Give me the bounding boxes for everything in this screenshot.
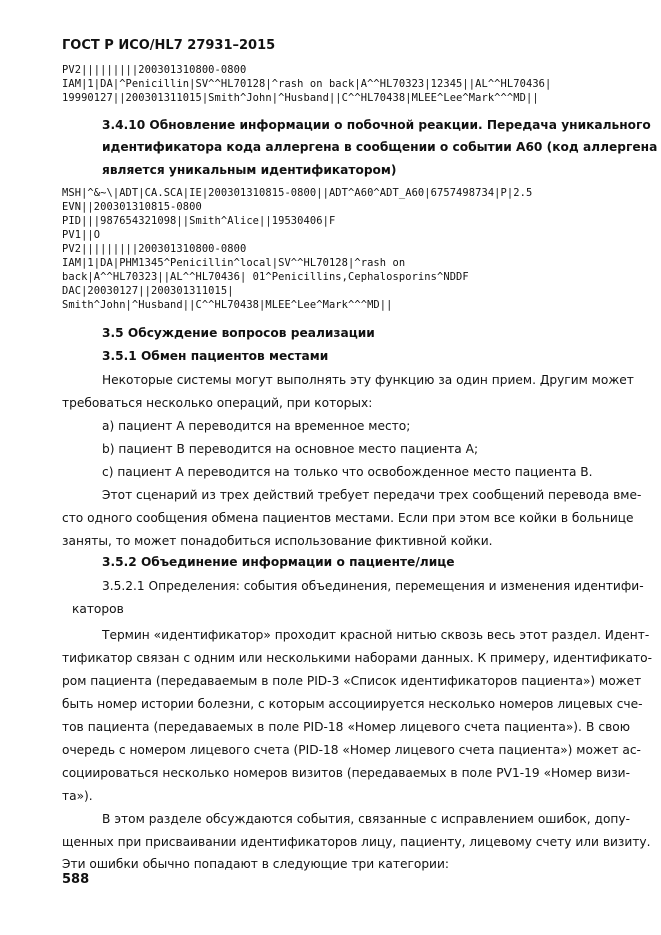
code-line: MSH|^&~\|ADT|CA.SCA|IE|200301310815-0800||ADT^A60^ADT_A60|6757498734|P|2.5 [62, 187, 533, 199]
code-line: IAM|1|DA|^Penicillin|SV^^HL70128|^rash on back|A^^HL70323|12345||AL^^HL70436| [62, 78, 552, 90]
section-heading: является уникальным идентификатором) [102, 163, 397, 177]
section-heading: 3.4.10 Обновление информации о побочной реакции. Передача уникального [102, 118, 651, 132]
list-item: b) пациент B переводится на основное место пациента A; [102, 442, 479, 456]
paragraph-line: Эти ошибки обычно попадают в следующие три категории: [62, 857, 450, 871]
list-item: a) пациент A переводится на временное место; [102, 419, 411, 433]
code-line: EVN||200301310815-0800 [62, 201, 202, 213]
paragraph-line: очередь с номером лицевого счета (PID-18 «Номер лицевого счета пациента») может ас- [62, 743, 641, 757]
paragraph-line: та»). [62, 789, 93, 803]
code-line: back|A^^HL70323||AL^^HL70436| 01^Penicillins,Cephalosporins^NDDF [62, 271, 469, 283]
code-line: PV2|||||||||200301310800-0800 [62, 243, 247, 255]
subsection-heading: 3.5.2 Объединение информации о пациенте/лице [102, 555, 455, 569]
paragraph-line: социироваться несколько номеров визитов (передаваемых в поле PV1-19 «Номер визи- [62, 766, 630, 780]
paragraph-line: сто одного сообщения обмена пациентов местами. Если при этом все койки в больнице [62, 511, 634, 525]
paragraph-line: ром пациента (передаваемым в поле PID-3 «Список идентификаторов пациента») может [62, 674, 642, 688]
paragraph-line: заняты, то может понадобиться использование фиктивной койки. [62, 534, 493, 548]
paragraph-line: Термин «идентификатор» проходит красной нитью сквозь весь этот раздел. Идент- [102, 628, 650, 642]
code-line: PID|||987654321098||Smith^Alice||19530406|F [62, 215, 336, 227]
paragraph-line: тов пациента (передаваемых в поле PID-18 «Номер лицевого счета пациента»). В свою [62, 720, 630, 734]
code-line: Smith^John|^Husband||C^^HL70438|MLEE^Lee^Mark^^^MD|| [62, 299, 393, 311]
code-line: IAM|1|DA|PHM1345^Penicillin^local|SV^^HL70128|^rash on [62, 257, 406, 269]
paragraph-line: Некоторые системы могут выполнять эту функцию за один прием. Другим может [102, 373, 634, 387]
code-line: PV2|||||||||200301310800-0800 [62, 64, 247, 76]
section-heading: идентификатора кода аллергена в сообщении о событии A60 (код аллергена [102, 140, 658, 154]
paragraph-line: каторов [72, 602, 124, 616]
code-line: DAC|20030127||200301311015| [62, 285, 234, 297]
section-heading: 3.5 Обсуждение вопросов реализации [102, 326, 375, 340]
paragraph-line: Этот сценарий из трех действий требует передачи трех сообщений перевода вме- [102, 488, 642, 502]
paragraph-line: требоваться несколько операций, при которых: [62, 396, 373, 410]
page-number: 588 [62, 872, 90, 887]
document-header: ГОСТ Р ИСО/HL7 27931–2015 [62, 38, 276, 53]
paragraph-line: быть номер истории болезни, с которым ассоциируется несколько номеров лицевых сче- [62, 697, 643, 711]
list-item: c) пациент A переводится на только что освобожденное место пациента B. [102, 465, 593, 479]
code-line: PV1||O [62, 229, 101, 241]
code-line: 19990127||200301311015|Smith^John|^Husband||C^^HL70438|MLEE^Lee^Mark^^^MD|| [62, 92, 539, 104]
subsection-heading: 3.5.1 Обмен пациентов местами [102, 349, 329, 363]
paragraph-line: В этом разделе обсуждаются события, связанные с исправлением ошибок, допу- [102, 812, 630, 826]
paragraph-line: 3.5.2.1 Определения: события объединения, перемещения и изменения идентифи- [102, 579, 644, 593]
paragraph-line: щенных при присваивании идентификаторов лицу, пациенту, лицевому счету или визиту. [62, 835, 651, 849]
paragraph-line: тификатор связан с одним или несколькими наборами данных. К примеру, идентификато- [62, 651, 653, 665]
